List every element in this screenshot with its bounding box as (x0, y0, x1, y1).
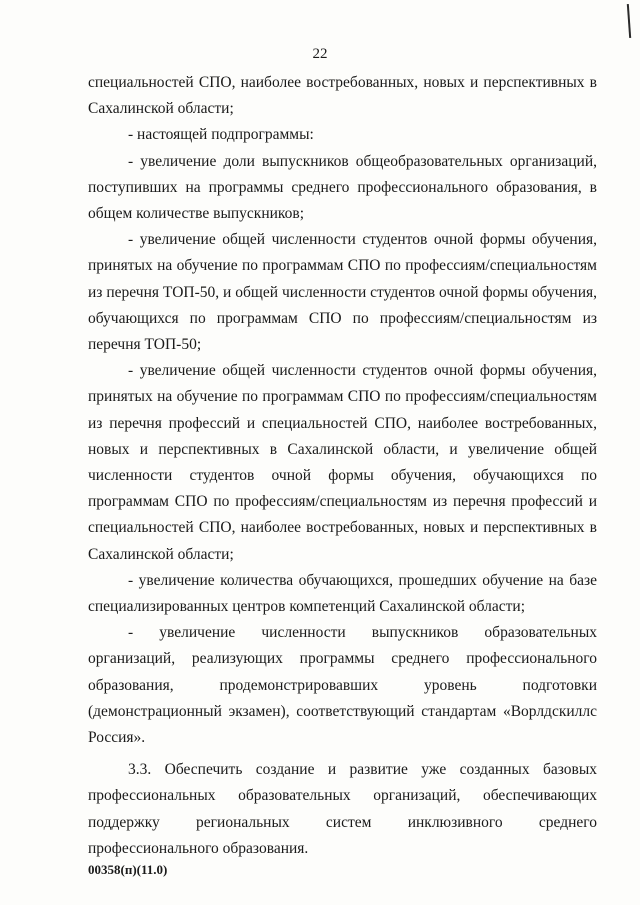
page-number: 22 (312, 46, 328, 62)
paragraph-worldskills-exam: - увеличение численности выпускников образовательных организаций, реализующих программы среднего профессионального образования, продемонстрировавших уровень подготовки (демонстрационный экзамен), соответствующий стандартам «Ворлдскиллс Россия». (88, 624, 597, 747)
paragraph-regional-professions: - увеличение общей численности студентов очной формы обучения, принятых на обучение по программам СПО по профессиям/специальностям из перечня профессий и специальностей СПО, наиболее востребованных, новых и перспективных в Сахалинской области, и увеличение общей численности студентов очной формы обучения, обучающихся по программам СПО по профессиям/специальностям из перечня профессий и специальностей СПО, наиболее востребованных, новых и перспективных в Сахалинской области; (88, 362, 597, 563)
paragraph-graduates-share: - увеличение доли выпускников общеобразовательных организаций, поступивших на программы среднего профессионального образования, в общем количестве выпускников; (88, 152, 597, 223)
document-code: 00358(п)(11.0) (88, 862, 168, 877)
paragraph-competence-centers: - увеличение количества обучающихся, прошедших обучение на базе специализированных центров компетенций Сахалинской области; (88, 571, 597, 616)
margin-pen-mark (627, 4, 631, 38)
paragraph-subprogram-heading: - настоящей подпрограммы: (128, 126, 314, 144)
paragraph-section-3-3: 3.3. Обеспечить создание и развитие уже созданных базовых профессиональных образовательных организаций, обеспечивающих поддержку региональных систем инклюзивного среднего профессионального образования. (88, 761, 597, 857)
paragraph-top50-students: - увеличение общей численности студентов очной формы обучения, принятых на обучение по программам СПО по профессиям/специальностям из перечня ТОП-50, и общей численности студентов очной формы обучения, обучающихся по программам СПО по профессиям/специальностям из перечня ТОП-50; (88, 231, 597, 354)
document-body (88, 70, 597, 862)
paragraph-continuation: специальностей СПО, наиболее востребованных, новых и перспективных в Сахалинской области; (88, 74, 597, 118)
